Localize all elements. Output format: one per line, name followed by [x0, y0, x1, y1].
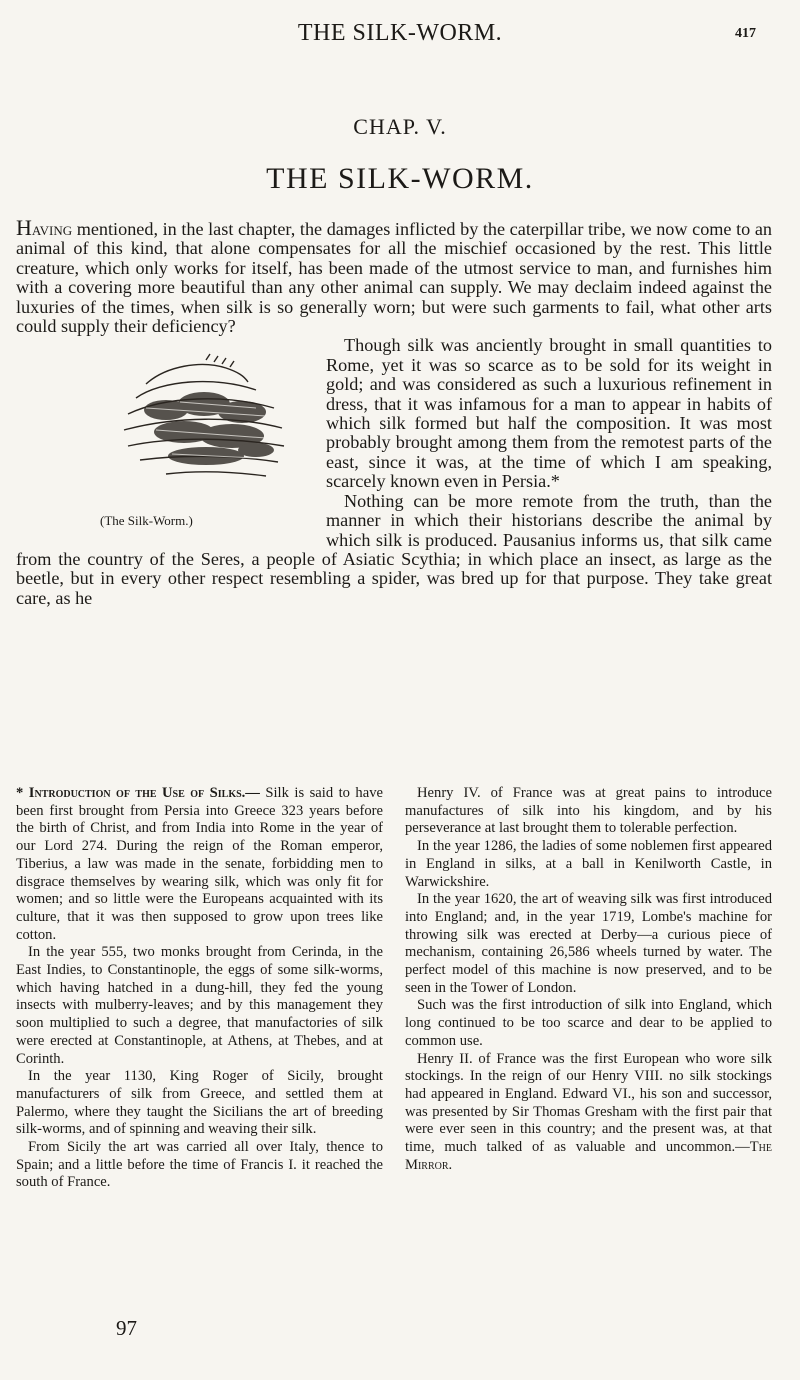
footnote-paragraph-2: In the year 555, two monks brought from Cerinda, in the East Indies, to Constantinople, the eggs of some silk-worms, which having hatched in a dung-hill, they fed the young insects with mulberry-leaves; and by this management they soon multiplied to such a degree, that manufactories of silk were erected at Constantinople, at Athens, at Thebes, and at Corinth.	[16, 944, 383, 1067]
footnote-paragraph-3: In the year 1130, King Roger of Sicily, brought manufacturers of silk from Greece, and settled them at Palermo, where they taught the Sicilians the art of breeding silk-worms, and of spinning and weaving their silk.	[16, 1068, 383, 1138]
footnote-paragraph-9-text: Henry II. of France was the first European who wore silk stockings. In the reign of our Henry VIII. no silk stockings had appeared in England. Edward VI., his son and successor, was presented by Sir Thomas Gresham with the first pair that were ever seen in this country; and the present was, at that time, much talked of as valuable and uncommon.—	[405, 1050, 772, 1156]
chapter-title: THE SILK-WORM.	[266, 162, 534, 195]
running-head	[0, 18, 800, 52]
footnote-signature: The Mirror.	[405, 1139, 772, 1173]
drop-cap: H	[16, 215, 32, 240]
page-number: 97	[116, 1316, 137, 1340]
footnote-heading: * Introduction of the Use of Silks.—	[16, 785, 260, 801]
page-mark: 417	[735, 26, 756, 41]
footnote-paragraph-4: From Sicily the art was carried all over Italy, thence to Spain; and a little before the time of Francis I. it reached the south of France.	[16, 1139, 383, 1191]
main-text	[16, 215, 772, 608]
opening-word-rest: aving	[31, 219, 73, 239]
footnote-paragraph-6: In the year 1286, the ladies of some noblemen first appeared in England in silks, at a ball in Kenilworth Castle, in Warwickshire.	[405, 838, 772, 890]
footnote-paragraph-1	[16, 785, 383, 944]
silkworm-illustration	[92, 346, 312, 532]
footnote-paragraph-9	[405, 1051, 772, 1175]
figure-caption: (The Silk-Worm.)	[100, 513, 193, 529]
paragraph-1-text: mentioned, in the last chapter, the damages inflicted by the caterpillar tribe, we now come to an animal of this kind, that alone compensates for all the mischief occasioned by the rest. This little creature, which only works for itself, has been made of the utmost service to man, and furnishes him with a covering more beautiful than any other animal can supply. We may declaim indeed against the luxuries of the times, when silk is so generally worn; but were such garments to fail, what other arts could supply their deficiency?	[16, 219, 772, 337]
silkworm-engraving-icon	[106, 346, 296, 496]
footnote-paragraph-7: In the year 1620, the art of weaving silk was first introduced into England; and, in the year 1719, Lombe's machine for throwing silk was erected at Derby—a curious piece of mechanism, containing 26,586 wheels turned by water. The perfect model of this machine is now preserved, and to be seen in the Tower of London.	[405, 891, 772, 996]
footnote-paragraph-1-text: Silk is said to have been first brought from Persia into Greece 323 years before the birth of Christ, and from India into Rome in the year of our Lord 274. During the reign of the Roman emperor, Tiberius, a law was made in the senate, forbidding men to disgrace themselves by wearing silk, which was only fit for women; and so little were the Europeans acquainted with its culture, that it was then supposed to grow upon trees like cotton.	[16, 785, 383, 943]
footnote-paragraph-5: Henry IV. of France was at great pains to introduce manufactures of silk into his kingdom, and by his perseverance at last brought them to tolerable perfection.	[405, 785, 772, 837]
chapter-number: CHAP. V.	[353, 114, 447, 139]
footnote	[16, 785, 772, 1192]
paragraph-1	[16, 215, 772, 337]
paragraph-2: Though silk was anciently brought in small quantities to Rome, yet it was so scarce as to be sold for its weight in gold; and was considered as such a luxurious refinement in dress, that it was infamous for a man to appear in habits of which silk formed but half the composition. It was most probably brought among them from the remotest parts of the east, since it was, at the time of which I am speaking, scarcely known even in Persia.*	[326, 335, 772, 492]
running-title: THE SILK-WORM.	[297, 20, 503, 46]
footnote-paragraph-8: Such was the first introduction of silk into England, which long continued to be too scarce and dear to be applied to common use.	[405, 997, 772, 1049]
paragraph-3: Nothing can be more remote from the truth, than the manner in which their historians describe the animal by which silk is produced. Pausanius informs us, that silk came from the country of the Seres, a people of Asiatic Scythia; in which place an insect, as large as the beetle, but in every other respect resembling a spider, was bred up for that purpose. They take great care, as he	[16, 490, 772, 608]
